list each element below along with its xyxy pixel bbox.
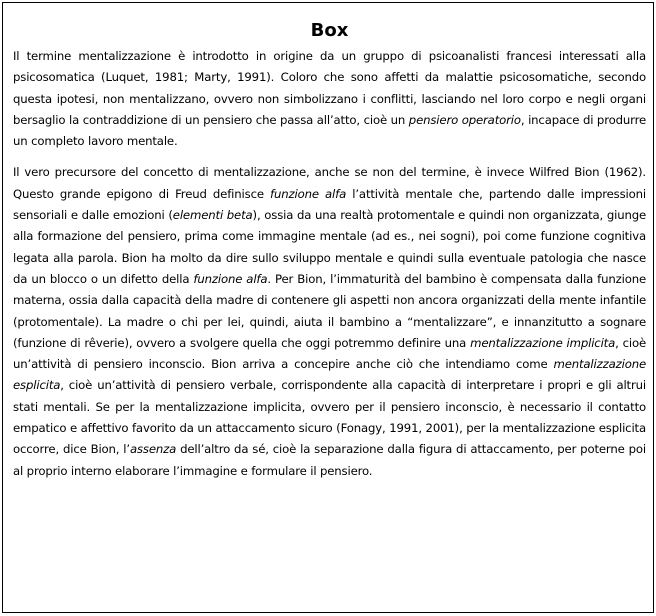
text-run: Il termine mentalizzazione è introdotto in origine da un gruppo di psicoanalisti francesi interessati alla psicosomatica (Luquet, 1981; Marty, 1991). Coloro che sono affetti da malattie psicosomatiche, secondo questa ipotesi, non mentalizzano, ovvero non simbolizzano i conflitti, lasciando nel loro corpo e negli organi bersaglio la contraddizione di un pensiero che passa all’atto, cioè un	[13, 49, 646, 127]
text-run-italic: funzione alfa	[270, 186, 347, 201]
text-run-italic: assenza	[129, 442, 177, 457]
text-run: ), ossia da una realtà protomentale e quindi non organizzata, giunge alla formazione del pensiero, prima come immagine mentale (ad es., nei sogni), poi come funzione cognitiva legata alla parola. Bion ha molto da dire sullo sviluppo mentale e quindi sulla eventuale patologia che nasce da un blocco o un difetto della	[13, 208, 647, 286]
text-box	[2, 2, 654, 613]
text-run: dell’altro da sé, cioè la separazione dalla figura di attaccamento, per poterne poi al proprio interno elaborare l’immagine e formulare il pensiero.	[13, 442, 646, 478]
box-title: Box	[310, 20, 349, 41]
text-run-italic: mentalizzazione implicita	[470, 335, 616, 350]
text-run-italic: funzione alfa	[193, 271, 268, 286]
text-run: . Per Bion, l’immaturità del bambino è compensata dalla funzione materna, ossia dalla capacità della madre di contenere gli aspetti non ancora organizzati della mente infantile (protomentale). La madre o chi per lei, quindi, aiuta il bambino a “mentalizzare”, e innanzitutto a sognare (funzione di rêverie), ovvero a svolgere quella che oggi potremmo definire una	[13, 271, 646, 350]
text-run-italic: pensiero operatorio	[408, 112, 521, 127]
paragraph-2	[13, 162, 646, 481]
text-run-italic: elementi beta	[172, 208, 253, 223]
text-run-italic: mentalizzazione esplicita	[13, 357, 646, 393]
paragraph-1	[13, 46, 646, 152]
text-run: , cioè un’attività di pensiero verbale, corrispondente alla capacità di interpretare i propri e gli altrui stati mentali. Se per la mentalizzazione implicita, ovvero per il pensiero inconscio, è necessario il contatto empatico e affettivo favorito da un attaccamento sicuro (Fonagy, 1991, 2001), per la mentalizzazione esplicita occorre, dice Bion, l’	[13, 378, 646, 457]
text-run: , cioè un’attività di pensiero inconscio. Bion arriva a concepire anche ciò che intendiamo come	[13, 335, 647, 372]
text-run: , incapace di produrre un completo lavoro mentale.	[13, 112, 647, 149]
text-run: Il vero precursore del concetto di mentalizzazione, anche se non del termine, è invece Wilfred Bion (1962). Questo grande epigono di Freud definisce	[13, 165, 646, 201]
text-run: l’attività mentale che, partendo dalle impressioni sensoriali e dalle emozioni (	[13, 186, 646, 223]
